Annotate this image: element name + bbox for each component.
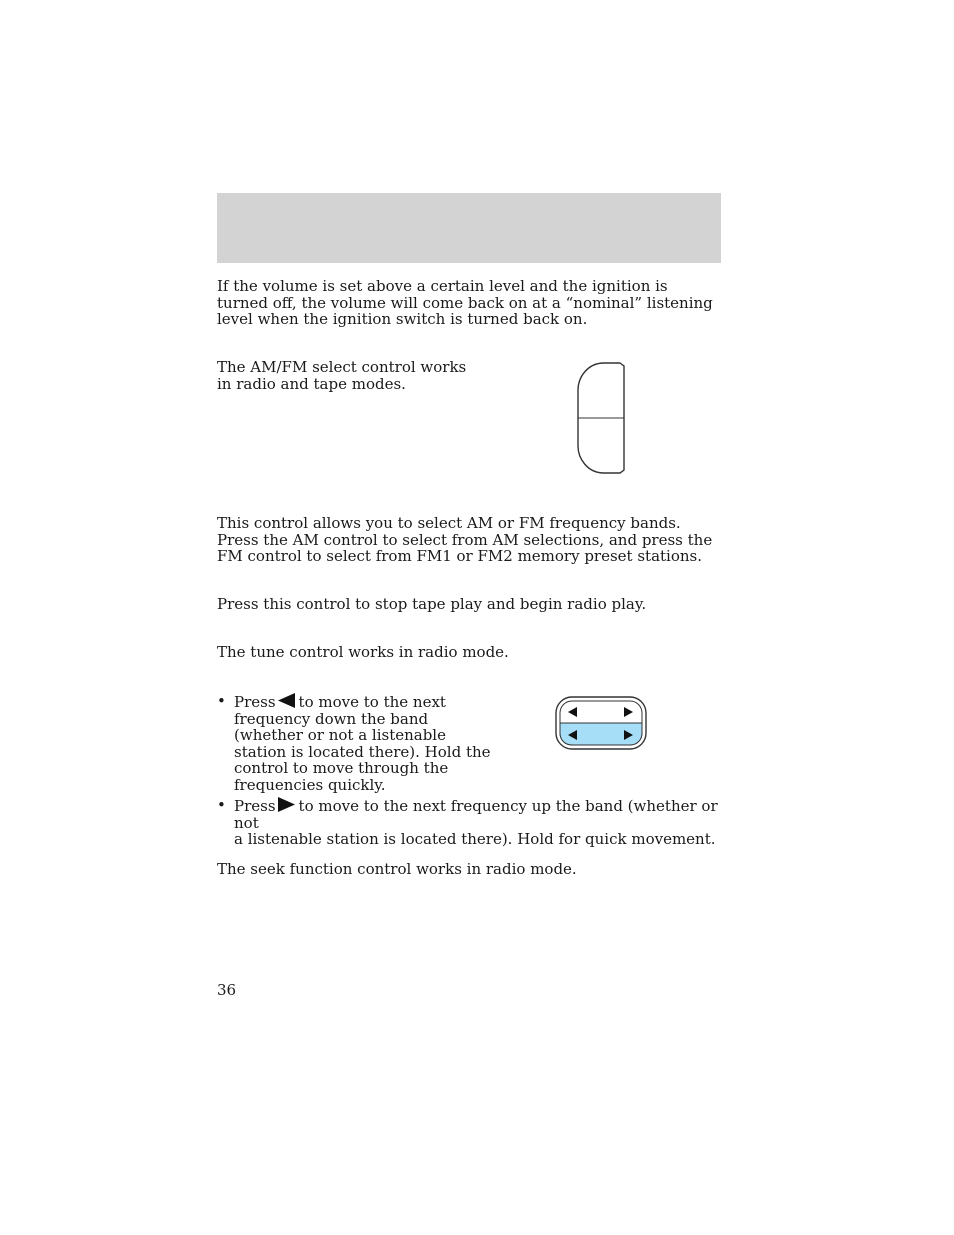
left-arrow-icon xyxy=(278,693,296,708)
volume-note-paragraph: If the volume is set above a certain level and the ignition is turned off, the volume will come back on at a “nominal” listening level when the ignition switch is turned back on. xyxy=(217,277,713,328)
tune-down-press-label: Press xyxy=(234,693,276,711)
tune-control-illustration xyxy=(554,695,650,753)
tune-intro-paragraph: The tune control works in radio mode. xyxy=(217,643,509,661)
tune-up-press-label: Press xyxy=(234,797,276,815)
page-number: 36 xyxy=(217,981,237,999)
tune-up-first-line: to move to the next frequency up the band (whether or not xyxy=(234,797,718,832)
section-header-band xyxy=(217,193,721,263)
amfm-bands-paragraph: This control allows you to select AM or FM frequency bands. Press the AM control to select from AM selections, and press the FM control to select from FM1 or FM2 memory preset stations. xyxy=(217,514,713,565)
right-arrow-icon xyxy=(278,797,296,812)
bullet-dot: • xyxy=(217,796,226,814)
tune-down-line: frequencies quickly. xyxy=(234,775,386,794)
tune-down-first-line: to move to the next xyxy=(298,693,446,711)
tune-down-line: station is located there). Hold the xyxy=(234,742,491,761)
tune-down-line: control to move through the xyxy=(234,759,449,777)
seek-intro-paragraph: The seek function control works in radio mode. xyxy=(217,860,577,878)
stop-tape-paragraph: Press this control to stop tape play and begin radio play. xyxy=(217,595,647,613)
tune-down-line: frequency down the band xyxy=(234,709,429,728)
amfm-select-control-illustration xyxy=(574,360,630,478)
tune-up-second-line: a listenable station is located there). Hold for quick movement. xyxy=(234,830,716,848)
tune-down-line: (whether or not a listenable xyxy=(234,726,446,744)
bullet-dot: • xyxy=(217,692,226,710)
amfm-intro-paragraph: The AM/FM select control works in radio and tape modes. xyxy=(217,358,467,393)
